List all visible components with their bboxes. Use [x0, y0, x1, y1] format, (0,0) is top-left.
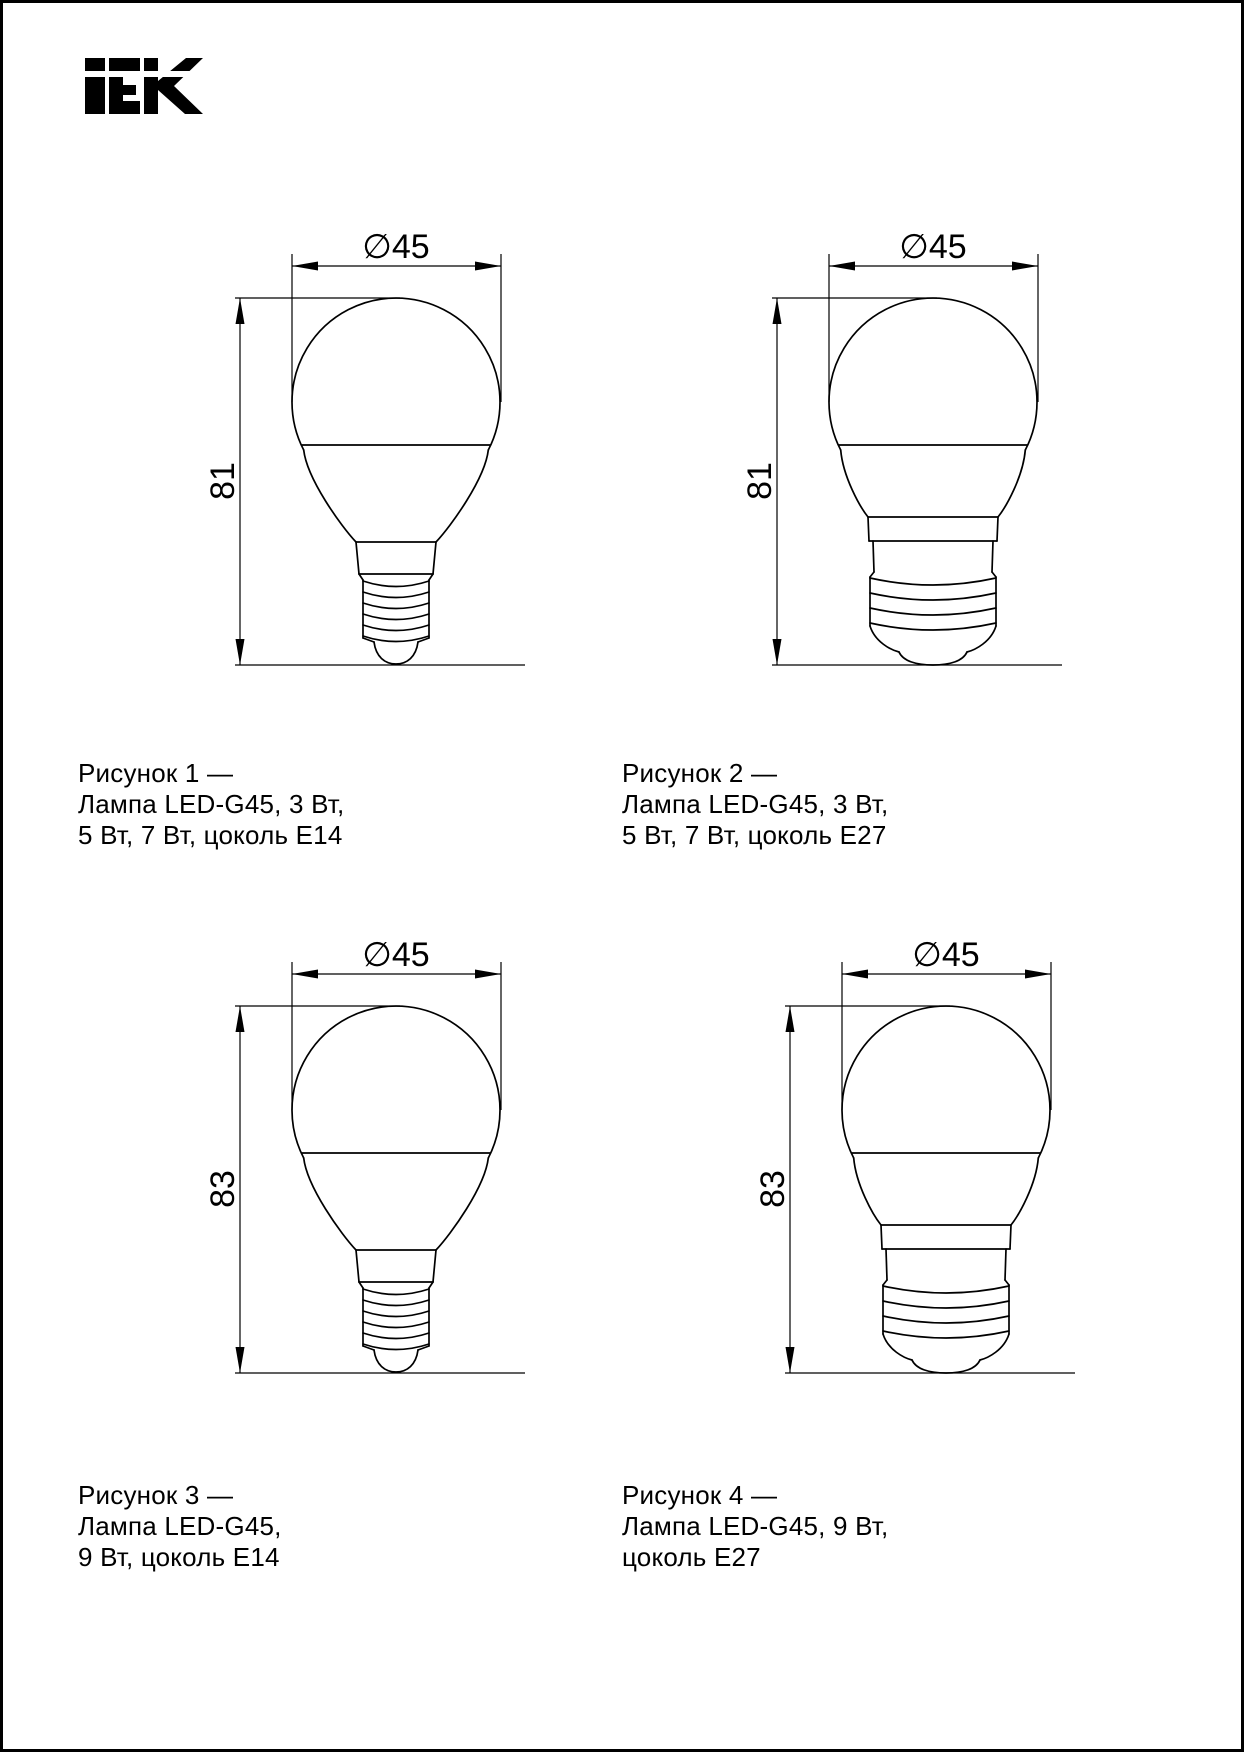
caption-line: Лампа LED-G45, 9 Вт,: [622, 1511, 889, 1541]
lamp-base-e14: [304, 450, 489, 664]
caption-line: Лампа LED-G45, 3 Вт,: [622, 789, 889, 819]
dimension-lines: [785, 962, 1075, 1373]
bulb-outline: [842, 1006, 1050, 1373]
height-dimension-label: 83: [754, 1170, 792, 1208]
figure-4-caption: [622, 1480, 1092, 1573]
dimension-lines: [772, 254, 1062, 665]
bulb-outline: [292, 298, 500, 664]
diameter-dimension-label: ∅45: [912, 936, 980, 974]
dimension-lines: [235, 254, 525, 665]
logo-gap-stripe: [85, 71, 203, 77]
bulb-outline: [829, 298, 1037, 665]
caption-line: Рисунок 4 —: [622, 1480, 778, 1510]
lamp-base-e27: [854, 1158, 1039, 1373]
lamp-base-e14: [304, 1158, 489, 1372]
figure-1-drawing: [160, 210, 540, 690]
height-dimension-label: 81: [204, 462, 242, 500]
lamp-base-e27: [841, 450, 1026, 665]
figure-3-caption: [78, 1480, 548, 1573]
diameter-dimension-label: ∅45: [362, 936, 430, 974]
figure-3-drawing: [160, 918, 540, 1398]
diameter-dimension-label: ∅45: [899, 228, 967, 266]
caption-line: 5 Вт, 7 Вт, цоколь E14: [78, 820, 343, 850]
height-dimension-label: 81: [741, 462, 779, 500]
caption-line: 9 Вт, цоколь E14: [78, 1542, 280, 1572]
diameter-dimension-label: ∅45: [362, 228, 430, 266]
bulb-outline: [292, 1006, 500, 1372]
height-dimension-label: 83: [204, 1170, 242, 1208]
caption-line: цоколь E27: [622, 1542, 761, 1572]
dimension-lines: [235, 962, 525, 1373]
caption-line: Лампа LED-G45,: [78, 1511, 282, 1541]
iek-logo: [85, 58, 203, 114]
figure-2-drawing: [697, 210, 1077, 690]
caption-line: Лампа LED-G45, 3 Вт,: [78, 789, 345, 819]
caption-line: Рисунок 2 —: [622, 758, 778, 788]
figure-1-caption: [78, 758, 548, 851]
caption-line: Рисунок 1 —: [78, 758, 234, 788]
figure-2-caption: [622, 758, 1092, 851]
caption-line: Рисунок 3 —: [78, 1480, 234, 1510]
iek-logo-letters: [85, 58, 203, 114]
caption-line: 5 Вт, 7 Вт, цоколь E27: [622, 820, 887, 850]
figure-4-drawing: [710, 918, 1090, 1398]
